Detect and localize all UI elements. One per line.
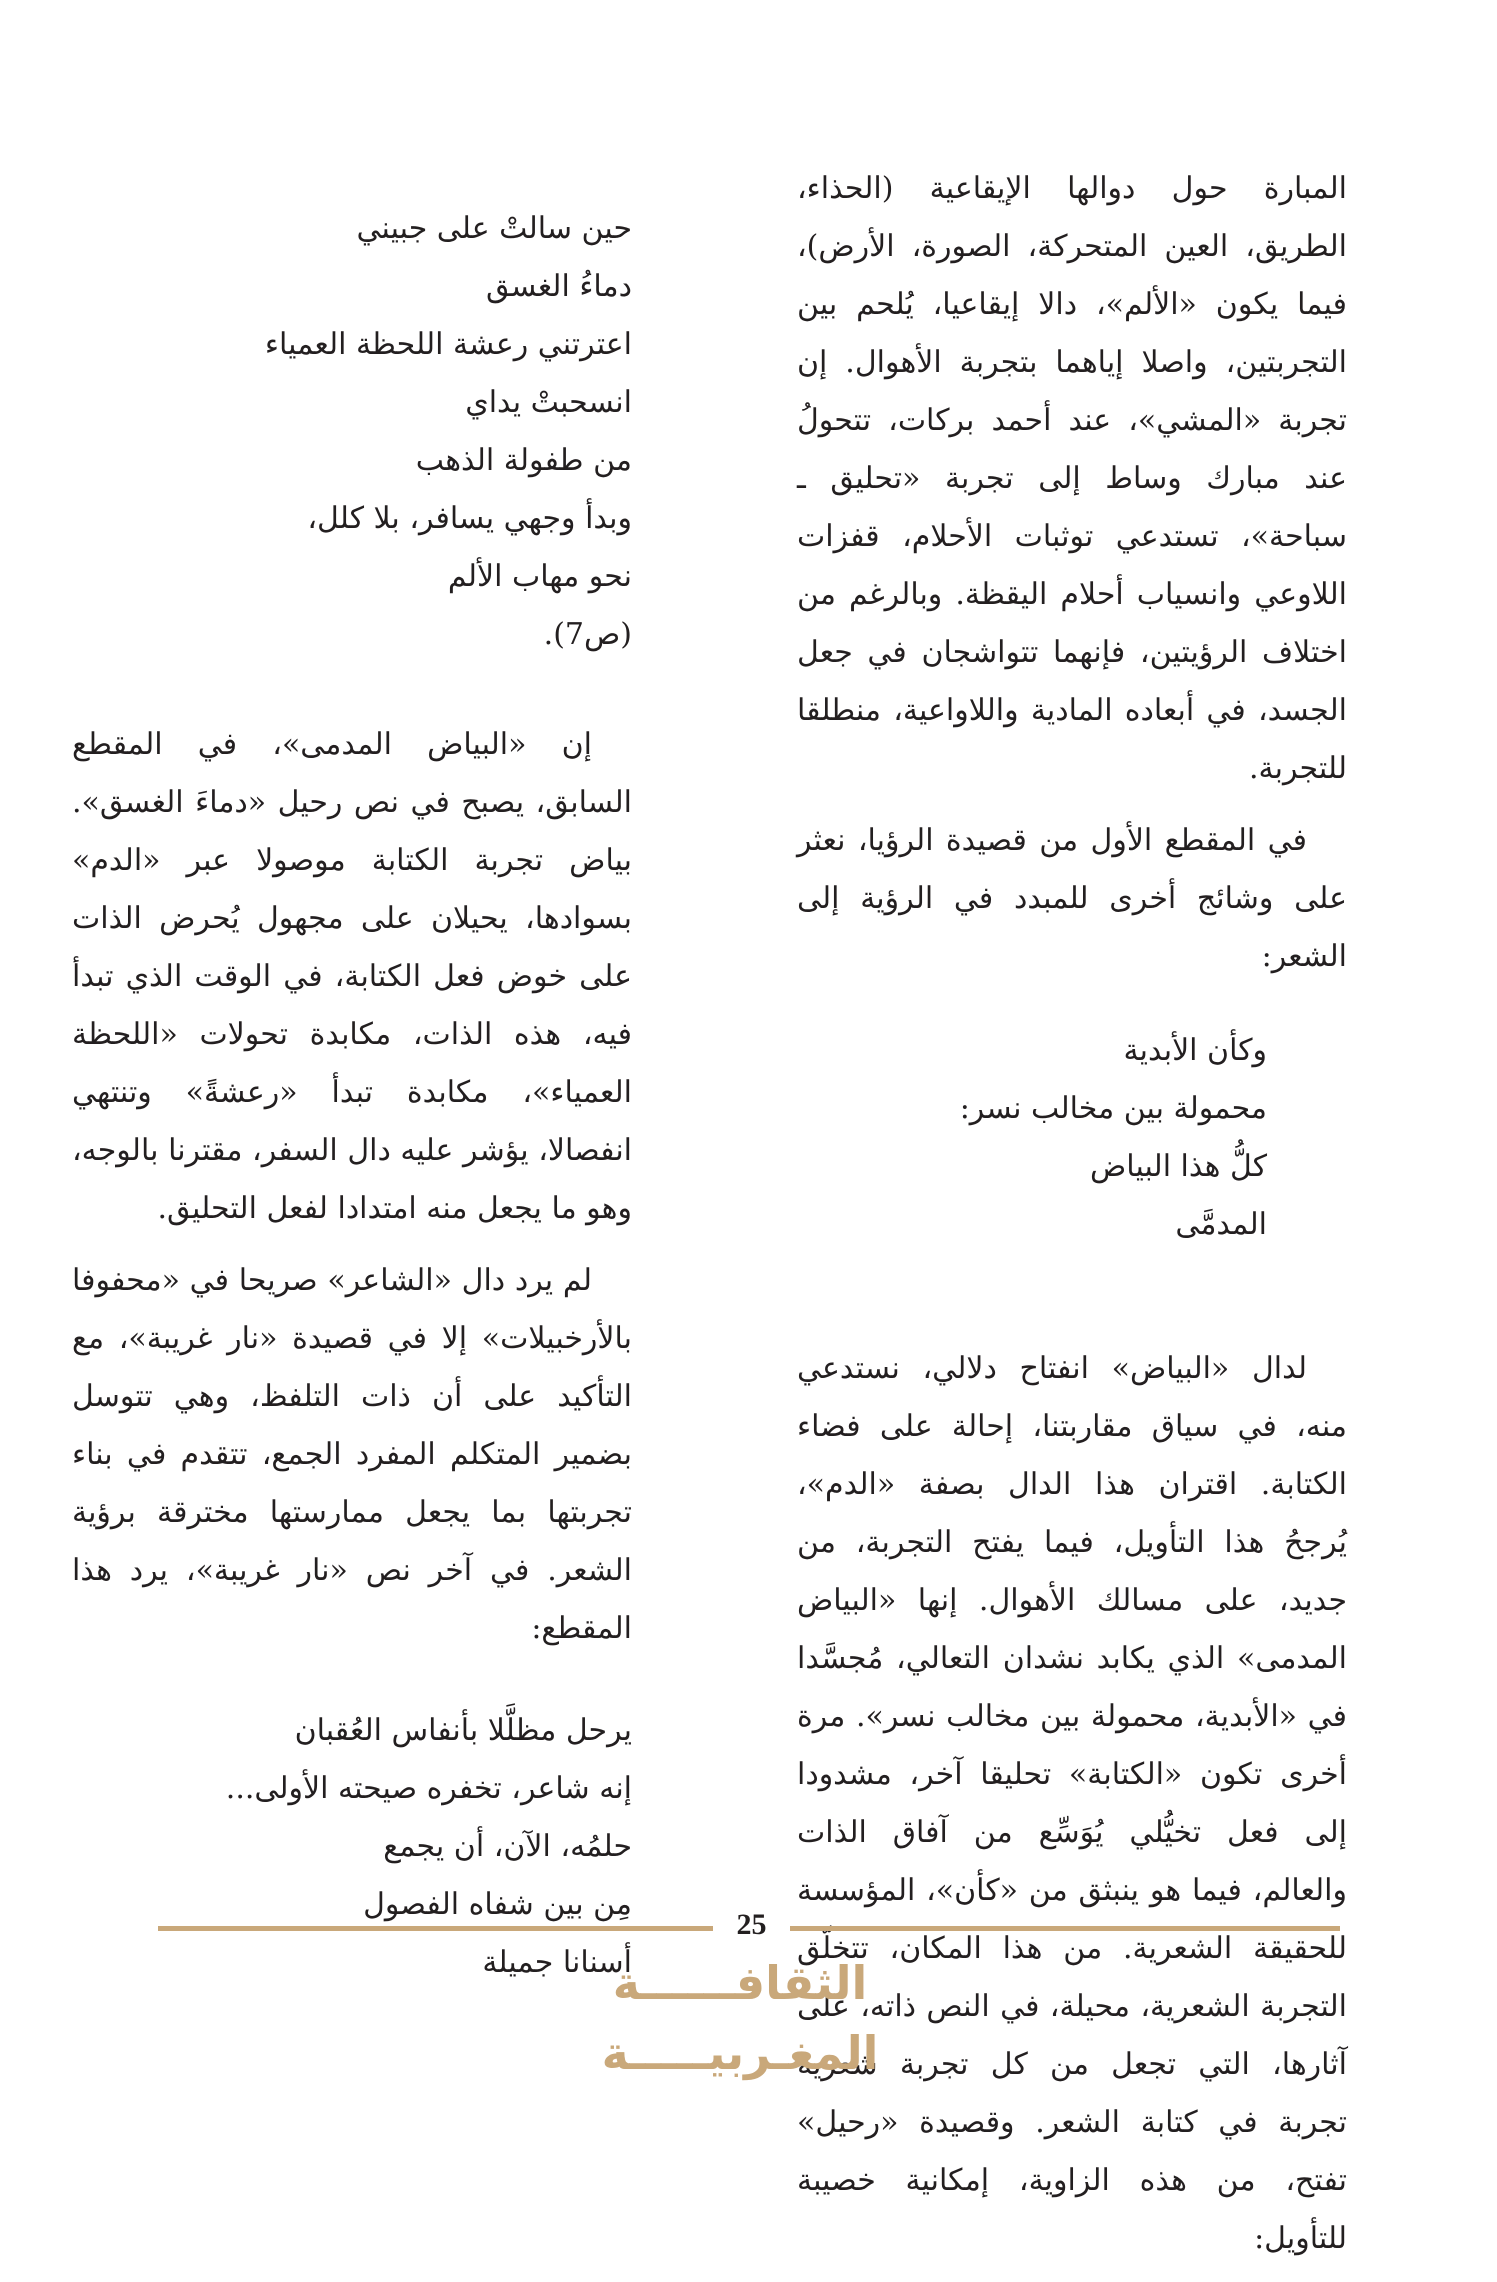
poem-line: وكأن الأبدية — [1123, 1033, 1267, 1068]
poem-line: مِن بين شفاه الفصول — [363, 1887, 632, 1922]
poem-line: حين سالتْ على جبيني — [356, 211, 632, 246]
poem-line: المدمَّى — [1175, 1207, 1267, 1242]
poem-line: من طفولة الذهب — [415, 443, 632, 478]
paragraph-2-text: في المقطع الأول من قصيدة الرؤيا، نعثر على وشائج أخرى للمبدد في الرؤية إلى الشعر: — [797, 823, 1347, 974]
footer-rule-left — [158, 1926, 713, 1931]
magazine-title: الثقافــــــة المغـربيـــــة — [601, 1956, 879, 2080]
paragraph-3-text: لدال «البياض» انفتاح دلالي، نستدعي منه، في سياق مقاربتنا، إحالة على فضاء الكتابة. اقتران هذا الدال بصفة «الدم»، يُرجحُ هذا التأويل، فيما يفتح التجربة، من جديد، على مسالك الأهوال. إنها «البياض المدمى» الذي يكابد نشدان التعالي، مُجسَّدا في «الأبدية، محمولة بين مخالب نسر». مرة أخرى تكون «الكتابة» تحليقا آخر، مشدودا إلى فعل تخيُّلي يُوَسِّع من آفاق الذات والعالم، فيما هو ينبثق من «كأن»، المؤسسة للحقيقة الشعرية. من هذا المكان، تتخلّق التجربة الشعرية، محيلة، في النص ذاته، على آثارها، التي تجعل من كل تجربة شعرية تجربة في كتابة الشعر. وقصيدة «رحيل» تفتح، من هذه الزاوية، إمكانية خصيبة للتأويل: — [797, 1351, 1347, 2256]
poem-1 — [797, 1022, 1347, 1254]
poem-line: وبدأ وجهي يسافر، بلا كلل، — [307, 501, 632, 536]
paragraph-4 — [72, 716, 632, 1238]
poem-line: إنه شاعر، تخفره صيحته الأولى... — [225, 1771, 632, 1806]
paragraph-4-text: إن «البياض المدمى»، في المقطع السابق، يصبح في نص رحيل «دماءَ الغسق». بياض تجربة الكتابة موصولا عبر «الدم» بسوادها، يحيلان على مجهول يُحرض الذات على خوض فعل الكتابة، في الوقت الذي تبدأ فيه، هذه الذات، مكابدة تحولات «اللحظة العمياء»، مكابدة تبدأ «رعشةً» وتنتهي انفصالا، يؤشر عليه دال السفر، مقترنا بالوجه، وهو ما يجعل منه امتدادا لفعل التحليق. — [72, 727, 632, 1226]
paragraph-1: المبارة حول دوالها الإيقاعية (الحذاء، الطريق، العين المتحركة، الصورة، الأرض)، فيما يكون «الألم»، دالا إيقاعيا، يُلحم بين التجربتين، واصلا إياهما بتجربة الأهوال. إن تجربة «المشي»، عند أحمد بركات، تتحولُ عند مبارك وساط إلى تجربة «تحليق ـ سباحة»، تستدعي توثبات الأحلام، قفزات اللاوعي وانسياب أحلام اليقظة. وبالرغم من اختلاف الرؤيتين، فإنهما تتواشجان في جعل الجسد، في أبعاده المادية واللاواعية، منطلقا للتجربة. — [797, 171, 1347, 786]
poem-line: انسحبتْ يداي — [465, 385, 632, 420]
poem-line: حلمُه، الآن، أن يجمع — [383, 1829, 632, 1864]
poem-line: كلُّ هذا البياض — [1090, 1149, 1267, 1184]
paragraph-5-text: لم يرد دال «الشاعر» صريحا في «محفوفا بالأرخبيلات» إلا في قصيدة «نار غريبة»، مع التأكيد على أن ذات التلفظ، وهي تتوسل بضمير المتكلم المفرد الجمع، تتقدم في بناء تجربتها بما يجعل ممارستها مخترقة برؤية الشعر. في آخر نص «نار غريبة»، يرد هذا المقطع: — [72, 1263, 632, 1646]
poem-line: (ص7). — [543, 617, 632, 652]
paragraph-5 — [72, 1252, 632, 1658]
paragraph-2 — [797, 812, 1347, 986]
poem-line: دماءُ الغسق — [486, 269, 632, 304]
left-column — [72, 200, 632, 1992]
poem-line: محمولة بين مخالب نسر: — [959, 1091, 1267, 1126]
poem-line: نحو مهاب الألم — [447, 559, 632, 594]
paragraph-3 — [797, 1340, 1347, 2268]
footer-rule-right — [790, 1926, 1340, 1931]
poem-line: يرحل مظلَّلا بأنفاس العُقبان — [294, 1713, 632, 1748]
poem-line: أسنانا جميلة — [482, 1945, 632, 1980]
page-number: 25 — [736, 1908, 767, 1941]
poem-2 — [72, 200, 632, 664]
poem-line: اعترتني رعشة اللحظة العمياء — [264, 327, 632, 362]
